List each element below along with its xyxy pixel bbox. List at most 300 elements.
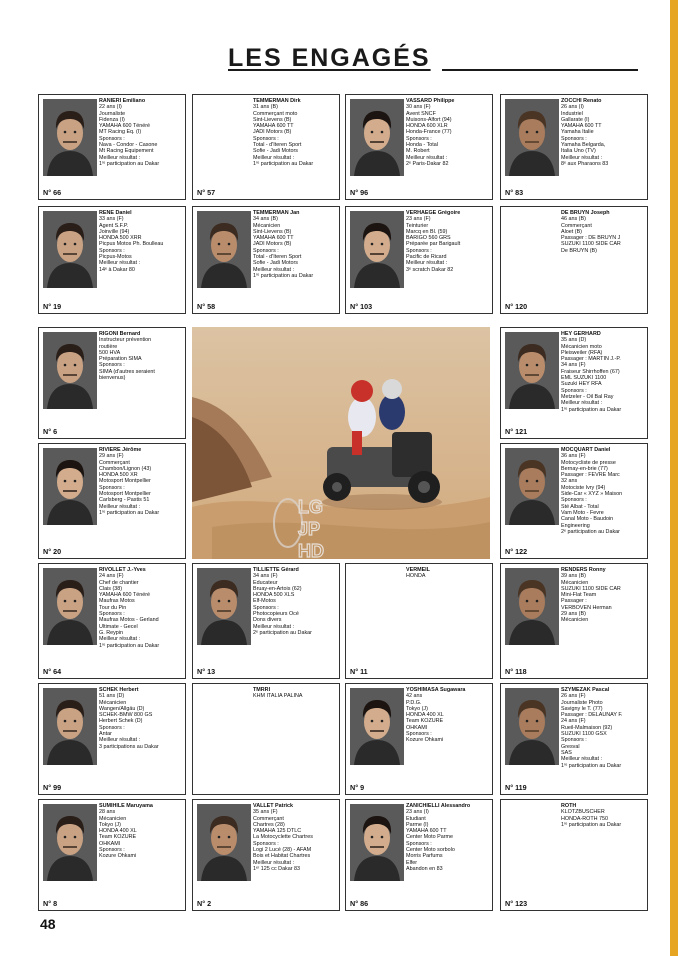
- entrant-detail: Sponsors :: [406, 135, 432, 142]
- entrant-photo: [505, 568, 559, 645]
- entrant-photo: [43, 688, 97, 765]
- entrant-detail: Commerçant moto: [253, 110, 298, 117]
- entrant-photo: [43, 99, 97, 176]
- entrant-detail: Abandon en 83: [406, 865, 443, 872]
- entrant-number: [350, 783, 364, 792]
- entrant-detail: Elf-Motos: [253, 598, 276, 605]
- entrant-detail: 30 ans (F): [406, 104, 431, 111]
- number-value: 9: [360, 783, 365, 792]
- entrant-card: [38, 206, 186, 314]
- entrant-detail: 35 ans (F): [253, 809, 278, 816]
- entrant-detail: Avent SNCF: [406, 110, 436, 117]
- entrant-detail: Sponsors :: [99, 847, 125, 854]
- entrant-detail: JADI Motors (B): [253, 129, 292, 136]
- entrant-detail: Honda-France (77): [406, 129, 452, 136]
- entrant-detail: Motociste Ivry (94): [561, 484, 606, 491]
- entrant-detail: 2ᵉ participation au Dakar: [253, 629, 312, 636]
- entrant-detail: Sofie - Jadi Motors: [253, 260, 298, 267]
- entrant-detail: Canal Moto - Baudoin: [561, 516, 614, 523]
- entrant-detail: KHM ITALIA PALINA: [253, 693, 303, 700]
- entrant-detail: Sponsors :: [253, 840, 279, 847]
- entrant-photo: [43, 332, 97, 409]
- entrant-name: YOSHIMASA Sugawara: [406, 687, 466, 693]
- entrant-detail: 1ʳᵉ participation au Dakar: [99, 509, 160, 516]
- number-prefix: N°: [350, 899, 359, 908]
- entrant-number: [505, 188, 523, 197]
- entrant-detail: Maufras Motos: [99, 598, 135, 605]
- entrant-detail: SUZUKI 1100 SIDE CAR: [561, 585, 621, 592]
- entrant-detail: bienvenus): [99, 375, 126, 382]
- entrant-card: [500, 206, 648, 314]
- entrant-card: [345, 683, 493, 795]
- entrant-detail: 34 ans (B): [253, 216, 278, 223]
- number-prefix: N°: [43, 188, 52, 197]
- entrant-detail: Mécanicien: [99, 699, 127, 706]
- entrant-detail: Clais (38): [99, 585, 123, 592]
- entrant-detail: Sponsors :: [99, 247, 125, 254]
- entrant-detail: Sofie - Jadi Motors: [253, 148, 298, 155]
- entrant-detail: Meilleur résultat :: [561, 400, 603, 407]
- entrant-info: [99, 210, 183, 301]
- entrant-name: RANIERI Emiliano: [99, 98, 146, 104]
- entrant-name: TMRRI: [253, 687, 271, 693]
- entrant-detail: Nava - Condor - Casone: [99, 142, 158, 149]
- number-prefix: N°: [505, 667, 514, 676]
- entrant-detail: Aloet (B): [561, 228, 582, 235]
- entrant-detail: 31 ans (B): [253, 104, 278, 111]
- number-value: 83: [515, 188, 524, 197]
- entrant-photo: [197, 211, 251, 288]
- entrant-card: [345, 206, 493, 314]
- entrant-detail: 500 HVA: [99, 349, 121, 356]
- entrant-card: [500, 94, 648, 200]
- entrant-detail: 1ʳᵉ participation au Dakar: [99, 160, 160, 167]
- number-value: 58: [207, 302, 216, 311]
- entrant-card: [192, 799, 340, 911]
- entrant-detail: Picpus-Motos: [99, 254, 132, 261]
- number-prefix: N°: [350, 188, 359, 197]
- entrant-detail: Side-Car « XYZ » Maison: [561, 491, 623, 498]
- entrant-photo: [350, 211, 404, 288]
- entrant-detail: M. Robert: [406, 148, 430, 155]
- entrant-card: [38, 683, 186, 795]
- entrant-detail: Bruay-en-Artois (62): [253, 585, 302, 592]
- number-value: 118: [515, 667, 527, 676]
- entrant-photo: [197, 804, 251, 881]
- entrant-card: [38, 799, 186, 911]
- watermark-line3: HD: [298, 541, 324, 561]
- entrant-detail: Team KOZURE: [406, 718, 444, 725]
- entrant-card: [38, 327, 186, 439]
- entrant-number: [505, 302, 527, 311]
- entrant-detail: 29 ans (F): [99, 453, 124, 460]
- watermark-logo: [270, 488, 330, 568]
- entrant-name: ZOCCHI Renato: [561, 98, 602, 104]
- entrant-detail: Meilleur résultat :: [99, 503, 141, 510]
- entrant-detail: 8ᵉ aux Pharaons 83: [561, 160, 609, 167]
- entrant-detail: EML SUZUKI 1100: [561, 375, 607, 382]
- entrant-detail: Sponsors :: [99, 362, 125, 369]
- entrant-detail: SIMA (d'autres seraient: [99, 368, 155, 375]
- entrant-detail: Sponsors :: [406, 731, 432, 738]
- entrant-detail: 33 ans (F): [99, 216, 124, 223]
- entrant-detail: 24 ans (F): [99, 573, 124, 580]
- entrant-detail: 1ʳᵉ participation au Dakar: [561, 821, 622, 828]
- entrant-info: [561, 687, 645, 782]
- entrant-detail: Passager : MARTIN J.-P.: [561, 356, 621, 363]
- entrant-number: [505, 783, 527, 792]
- entrant-detail: Mécanicien: [253, 222, 281, 229]
- entrant-detail: Sponsors :: [406, 840, 432, 847]
- entrant-detail: Sponsors :: [253, 604, 279, 611]
- entrant-card: [192, 206, 340, 314]
- entrant-name: ZANICHIELLI Alessandro: [406, 803, 471, 809]
- entrant-detail: Kozure Ohkami: [406, 737, 444, 744]
- number-value: 11: [360, 667, 368, 676]
- entrant-detail: Picpus Motos Ph. Boulleau: [99, 241, 164, 248]
- entrant-detail: Mécanicien: [561, 579, 589, 586]
- entrant-detail: 23 ans (I): [406, 809, 429, 816]
- entrant-detail: 1ʳᵉ participation au Dakar: [561, 762, 622, 769]
- entrant-photo: [197, 568, 251, 645]
- entrant-detail: Tokyo (J): [99, 821, 121, 828]
- entrant-detail: 39 ans (B): [561, 573, 586, 580]
- entrant-name: TEMMERMAN Jan: [253, 210, 300, 216]
- entrant-name: VASSARD Philippe: [406, 98, 455, 104]
- entrant-detail: 34 ans (F): [561, 362, 586, 369]
- entrant-detail: Mécanicien: [99, 815, 127, 822]
- entrant-info: [253, 803, 337, 898]
- entrant-detail: Wangen/Allgäu (D): [99, 705, 145, 712]
- entrant-detail: Muisons-Alfort (94): [406, 116, 452, 123]
- entrant-detail: Chambon/Lignon (43): [99, 465, 152, 472]
- number-value: 86: [360, 899, 369, 908]
- entrant-detail: Ultimate - Gecel: [99, 623, 138, 630]
- entrant-info: [253, 687, 337, 782]
- entrant-info: [99, 98, 183, 187]
- entrant-detail: Gresval: [561, 743, 580, 750]
- entrant-detail: Sponsors :: [561, 737, 587, 744]
- entrant-detail: Passager :: [561, 598, 587, 605]
- entrant-card: [192, 683, 340, 795]
- entrant-card: [192, 94, 340, 200]
- entrant-detail: 35 ans (D): [561, 337, 587, 344]
- entrant-detail: 14ᵉ à Dakar 80: [99, 266, 135, 273]
- entrant-name: SZYMEZAK Pascal: [561, 687, 610, 693]
- entrant-detail: Commerçant: [253, 815, 284, 822]
- entrant-info: [99, 447, 183, 546]
- entrant-detail: Morris Parfums: [406, 853, 443, 860]
- entrant-detail: Italia Uno (TV): [561, 148, 596, 155]
- entrant-card: [500, 683, 648, 795]
- entrant-number: [197, 188, 215, 197]
- entrant-detail: Herbert Schek (D): [99, 718, 143, 725]
- entrant-name: RIVIERE Jérôme: [99, 447, 142, 453]
- entrant-detail: KLOTZBUSCHER: [561, 809, 605, 816]
- entrant-detail: Meilleur résultat :: [253, 859, 295, 866]
- entrant-info: [561, 331, 645, 426]
- entrant-detail: G. Reypin: [99, 629, 123, 636]
- entrant-name: DE BRUYN Joseph: [561, 210, 610, 216]
- number-value: 64: [53, 667, 62, 676]
- number-prefix: N°: [505, 302, 514, 311]
- entrant-photo: [43, 448, 97, 525]
- entrant-info: [561, 447, 645, 546]
- entrant-detail: Journaliste: [99, 110, 126, 117]
- entrant-name: RIVOLLET J.-Yves: [99, 567, 146, 573]
- entrant-detail: Meilleur résultat :: [253, 266, 295, 273]
- entrant-name: RENDERS Ronny: [561, 567, 606, 573]
- entrant-photo: [43, 211, 97, 288]
- entrant-info: [561, 803, 645, 898]
- entrant-name: TILLIETTE Gérard: [253, 567, 299, 573]
- entrant-detail: MT Racing Eq. (I): [99, 129, 142, 136]
- entrant-detail: Mécanicien: [561, 617, 589, 624]
- entrant-detail: Passager : FEVRE Marc: [561, 472, 620, 479]
- entrant-info: [561, 210, 645, 301]
- number-prefix: N°: [505, 783, 514, 792]
- entrant-detail: HONDA 600 XLR: [406, 123, 448, 130]
- entrant-detail: 1ʳᵉ participation au Dakar: [253, 160, 314, 167]
- number-value: 20: [53, 547, 62, 556]
- number-prefix: N°: [43, 667, 52, 676]
- entrant-detail: Industriel: [561, 110, 583, 117]
- entrant-detail: Kozure Ohkami: [99, 853, 137, 860]
- entrant-detail: Gallarate (I): [561, 116, 590, 123]
- entrant-detail: 23 ans (F): [406, 216, 431, 223]
- entrant-info: [99, 687, 183, 782]
- entrant-photo: [505, 99, 559, 176]
- number-prefix: N°: [350, 667, 359, 676]
- entrant-detail: Savigny le T. (77): [561, 705, 603, 712]
- entrant-detail: Maufras Motos - Gerland: [99, 617, 159, 624]
- entrant-detail: HONDA 500 XLS: [253, 592, 295, 599]
- entrant-detail: Total - d'Iteren Sport: [253, 142, 302, 149]
- entrant-name: TEMMERMAN Dirk: [253, 98, 301, 104]
- entrant-card: [38, 94, 186, 200]
- entrant-number: [43, 547, 61, 556]
- entrant-detail: Logi 2 Lucé (28) - AFAM: [253, 847, 312, 854]
- entrant-detail: 1ʳᵉ participation au Dakar: [253, 272, 314, 279]
- number-prefix: N°: [197, 302, 206, 311]
- entrant-number: [43, 302, 61, 311]
- entrant-detail: Sponsors :: [99, 724, 125, 731]
- entrant-number: [350, 899, 368, 908]
- entrant-card: [500, 327, 648, 439]
- number-value: 120: [515, 302, 528, 311]
- entrant-number: [43, 667, 61, 676]
- entrant-detail: 2ᵉ Paris-Dakar 82: [406, 160, 449, 167]
- number-value: 66: [53, 188, 62, 197]
- entrant-name: ROTH: [561, 803, 577, 809]
- number-value: 121: [515, 427, 528, 436]
- entrant-detail: Passager : DE BRUYN J: [561, 235, 621, 242]
- entrant-detail: YAMAHA 600 TT: [253, 235, 294, 242]
- entrant-detail: 1ᵉʳ 125 cc Dakar 83: [253, 865, 301, 872]
- entrant-number: [43, 899, 57, 908]
- entrant-photo: [505, 332, 559, 409]
- entrant-detail: Rueil-Malmaison (92): [561, 724, 613, 731]
- number-value: 96: [360, 188, 369, 197]
- entrant-photo: [505, 688, 559, 765]
- entrant-detail: Commerçant: [561, 222, 592, 229]
- number-prefix: N°: [505, 427, 514, 436]
- entrant-detail: 32 ans: [561, 478, 578, 485]
- entrant-detail: Motosport Montpellier: [99, 491, 151, 498]
- entrant-detail: Sint-Lievens (B): [253, 228, 292, 235]
- entrant-detail: Commerçant: [99, 459, 130, 466]
- entrant-detail: YAMAHA 600 Ténéré: [99, 592, 151, 599]
- entrant-number: [350, 302, 372, 311]
- entrant-detail: De BRUYN (B): [561, 247, 597, 254]
- entrant-photo: [43, 568, 97, 645]
- number-prefix: N°: [505, 188, 514, 197]
- entrant-detail: Préparée par Barigault: [406, 241, 461, 248]
- entrant-detail: SUZUKI 1100 SIDE CAR: [561, 241, 621, 248]
- entrant-detail: routière: [99, 343, 118, 350]
- entrant-number: [505, 547, 527, 556]
- entrant-detail: 42 ans: [406, 693, 423, 700]
- title-rule: [442, 69, 638, 71]
- entrant-detail: Fidenza (I): [99, 116, 125, 123]
- entrant-photo: [350, 99, 404, 176]
- entrant-card: [500, 443, 648, 559]
- entrant-photo: [350, 688, 404, 765]
- entrant-detail: HONDA 500 XR: [99, 472, 138, 479]
- entrant-detail: SAS: [561, 749, 572, 756]
- entrant-card: [38, 563, 186, 679]
- entrant-detail: Sponsors :: [561, 135, 587, 142]
- entrant-info: [406, 98, 490, 187]
- entrant-detail: P.D.G.: [406, 699, 422, 706]
- entrant-detail: YAMAHA 600 TT: [406, 828, 447, 835]
- entrant-detail: Mécanicien moto: [561, 343, 602, 350]
- entrant-detail: Bois et Habitat Chartres: [253, 853, 311, 860]
- entrant-card: [500, 563, 648, 679]
- entrant-info: [561, 98, 645, 187]
- entrant-detail: HONDA 500 XRR: [99, 235, 142, 242]
- entrant-number: [350, 667, 368, 676]
- entrant-number: [43, 188, 61, 197]
- entrant-name: RENE Daniel: [99, 210, 132, 216]
- entrant-number: [197, 302, 215, 311]
- entrant-detail: 46 ans (B): [561, 216, 586, 223]
- entrant-detail: Motosport Montpellier: [99, 478, 151, 485]
- entrant-detail: Center Moto sorbolo: [406, 847, 455, 854]
- entrant-detail: OHKAMI: [99, 840, 121, 847]
- entrant-number: [505, 427, 527, 436]
- entrant-detail: HONDA: [406, 573, 426, 580]
- entrant-name: SUMIHILE Maruyama: [99, 803, 153, 809]
- entrant-number: [43, 783, 61, 792]
- entrant-detail: Bernay-en-brie (77): [561, 465, 608, 472]
- entrant-detail: 22 ans (I): [99, 104, 122, 111]
- entrant-detail: Antar: [99, 731, 112, 738]
- entrant-detail: Center Moto Parme: [406, 834, 454, 841]
- number-value: 8: [53, 899, 58, 908]
- entrant-detail: Sint-Lievens (B): [253, 116, 292, 123]
- number-value: 2: [207, 899, 212, 908]
- entrant-detail: Carlsberg - Pastis 51: [99, 497, 150, 504]
- entrant-detail: YAMAHA 125 DTLC: [253, 828, 302, 835]
- number-value: 99: [53, 783, 62, 792]
- entrant-detail: Teinturier: [406, 222, 429, 229]
- entrant-detail: Team KOZURE: [99, 834, 137, 841]
- entrant-name: RIGONI Bernard: [99, 331, 141, 337]
- entrant-detail: Sponsors :: [253, 247, 279, 254]
- entrant-detail: 26 ans (F): [561, 693, 586, 700]
- entrant-card: [345, 799, 493, 911]
- entrant-detail: Meilleur résultat :: [561, 756, 603, 763]
- entrant-card: [500, 799, 648, 911]
- entrant-info: [253, 210, 337, 301]
- number-prefix: N°: [43, 427, 52, 436]
- entrant-info: [406, 687, 490, 782]
- entrant-detail: YAMAHA 600 Ténéré: [99, 123, 151, 130]
- entrant-info: [406, 567, 490, 666]
- entrant-detail: SCHEK-BMW 800 GS: [99, 712, 153, 719]
- number-prefix: N°: [197, 188, 206, 197]
- entrant-detail: 29 ans (B): [561, 611, 586, 618]
- entrant-detail: Honda - Total: [406, 142, 438, 149]
- entrant-detail: Chartres (28): [253, 821, 285, 828]
- entrant-detail: Tour du Pin: [99, 604, 127, 611]
- entrant-detail: 24 ans (F): [561, 718, 586, 725]
- entrant-info: [406, 803, 490, 898]
- entrant-detail: Photocopieurs Océ: [253, 611, 299, 618]
- entrant-detail: OHKAMI: [406, 724, 428, 731]
- entrant-detail: Journaliste Photo: [561, 699, 603, 706]
- entrant-photo: [350, 804, 404, 881]
- entrant-detail: 34 ans (F): [253, 573, 278, 580]
- entrant-info: [561, 567, 645, 666]
- entrant-detail: Total - d'Iteren Sport: [253, 254, 302, 261]
- watermark-line2: JP: [298, 519, 321, 539]
- entrant-detail: Metzeler - Oil Bal Ray: [561, 393, 614, 400]
- entrant-detail: Sponsors :: [561, 387, 587, 394]
- number-value: 122: [515, 547, 528, 556]
- entrant-detail: Suzuki HEY RFA: [561, 381, 602, 388]
- entrant-detail: Préparation SIMA: [99, 356, 142, 363]
- number-prefix: N°: [43, 302, 52, 311]
- number-prefix: N°: [197, 899, 206, 908]
- entrant-detail: Meilleur résultat :: [561, 154, 603, 161]
- entrant-detail: Sté Albat - Total: [561, 503, 599, 510]
- number-prefix: N°: [43, 547, 52, 556]
- entrant-detail: HONDA 400 XL: [99, 828, 137, 835]
- number-prefix: N°: [505, 899, 514, 908]
- number-prefix: N°: [43, 899, 52, 908]
- entrant-detail: Elfer: [406, 859, 418, 866]
- entrant-photo: [43, 804, 97, 881]
- entrant-detail: Meilleur résultat :: [406, 154, 448, 161]
- entrant-detail: Pacific de Ricard: [406, 254, 447, 261]
- entrant-detail: Meilleur résultat :: [99, 260, 141, 267]
- entrant-detail: Meilleur résultat :: [99, 737, 141, 744]
- number-prefix: N°: [43, 783, 52, 792]
- entrant-detail: YAMAHA 600 TT: [561, 123, 602, 130]
- entrant-detail: 51 ans (D): [99, 693, 125, 700]
- entrant-detail: 1ʳᵉ participation au Dakar: [99, 642, 160, 649]
- entrant-detail: 3ᵉ scratch Dakar 82: [406, 266, 454, 273]
- entrant-detail: Sponsors :: [99, 135, 125, 142]
- entrant-detail: JADI Motors (B): [253, 241, 292, 248]
- entrant-number: [197, 667, 215, 676]
- number-value: 13: [207, 667, 216, 676]
- number-prefix: N°: [505, 547, 514, 556]
- number-value: 119: [515, 783, 527, 792]
- entrant-detail: 3 participations au Dakar: [99, 743, 159, 750]
